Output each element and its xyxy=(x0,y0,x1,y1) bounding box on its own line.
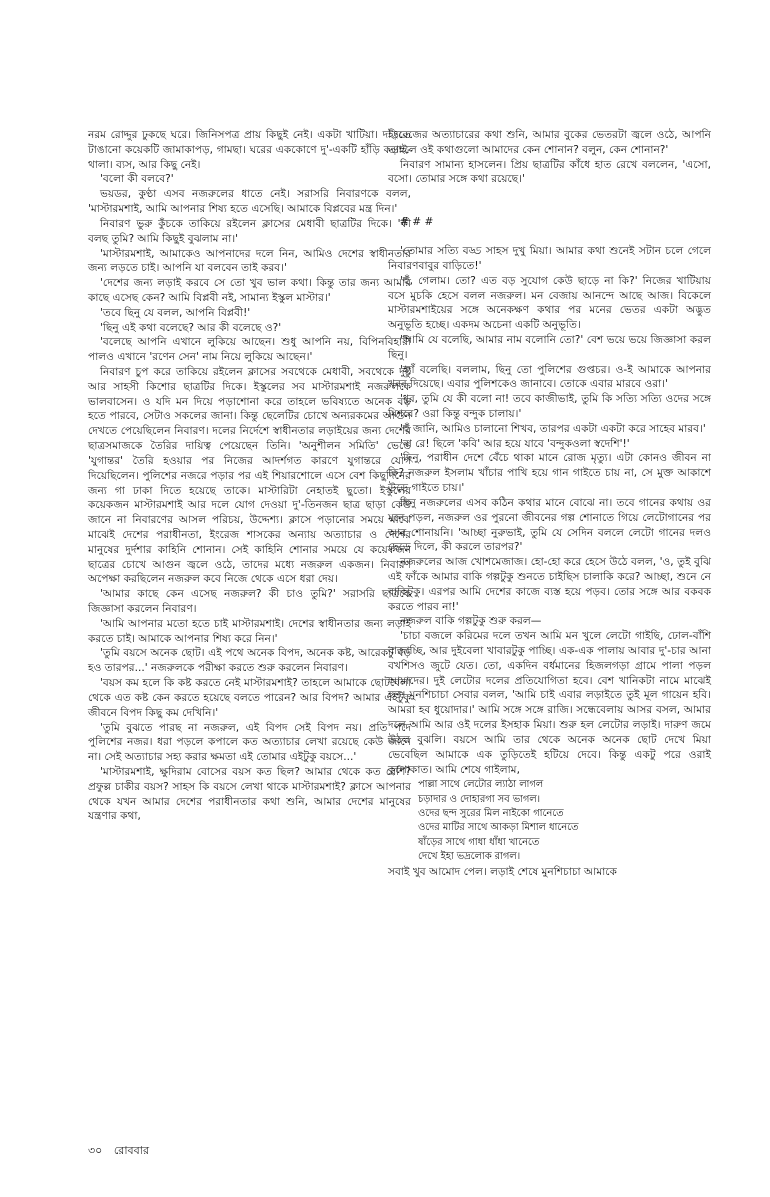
paragraph: 'দেশের জন্য লড়াই করবে সে তো খুব ভাল কথা। কিন্তু তার জন্য আমার কাছে এসেছ কেন? আমি বিপ্লবী নই, সামান্য ইস্কুল মাস্টার।' xyxy=(88,277,411,304)
poem-line: দেখে ইহা ভদ্রলোক রাগল। xyxy=(418,850,521,862)
paragraph: 'ধুর, তুমি যে কী বলো না! তবে কাজীভাই, তুমি কি সত্যি সত্যি ওদের সঙ্গে মিশবে? ওরা কিন্তু বন্দুক চালায়।' xyxy=(388,393,711,420)
paragraph: 'বা রে! ছিলে 'কবি' আর হয়ে যাবে 'বন্দুকওলা স্বদেশি'!' xyxy=(400,437,630,450)
paragraph: 'হুঁ, গেলাম। তো? এত বড় সুযোগ কেউ ছাড়ে না কি?' নিজের খাটিয়ায় বসে মুচকি হেসে বলল নজরুল। মন বেজায় আনন্দে আছে আজ। বিকেলে মাস্টারমশাইয়ের সঙ্গে অনেকক্ষণ কথার পর মনের ভেতর একটা অদ্ভুত অনুভূতি হচ্ছে। একদম অচেনা একটি অনুভূতি। xyxy=(388,274,711,332)
poem-line: ওদের মাটির সাথে আকড়া মিশাল ধানেতে xyxy=(418,822,579,834)
page-number: ৩০ xyxy=(88,1144,103,1157)
right-column-after-separator xyxy=(388,244,711,777)
right-column xyxy=(388,128,711,880)
poem-line: চড়াদার ও দোহারগা সব ভাগল। xyxy=(418,793,541,805)
paragraph: নজরুল বাকি গল্পটুকু শুরু করল— xyxy=(400,615,542,628)
paragraph: নজরুলের আজ খোশমেজাজ। হো-হো করে হেসে উঠে বলল, 'ও, তুই বুঝি এই ফাঁকে আমার বাকি গল্পটুকু শুনতে চাইছিস চালাকি করে? আচ্ছা, শুনে নে বাকিটুকু। এরপর আমি দেশের কাজে ব্যস্ত হয়ে পড়ব। তোর সঙ্গে আর বকবক করতে পারব না!' xyxy=(388,556,711,613)
poem-block xyxy=(418,778,711,864)
paragraph: 'ছিনু এই কথা বলেছে? আর কী বলেছে ও?' xyxy=(100,321,282,334)
page-footer xyxy=(88,1142,157,1161)
paragraph: 'বলো কী বলবে?' xyxy=(100,173,174,186)
section-separator: # # # xyxy=(400,216,434,229)
paragraph: নরম রোদ্দুর ঢুকছে ঘরে। জিনিসপত্র প্রায় কিছুই নেই। একটা খাটিয়া। দড়িতে টাঙানো কয়েকটি জামাকাপড়, গামছা। ঘরের এককোণে দু'-একটি হাঁড়ি কড়াই-থালা। ব্যস, আর কিছু নেই। xyxy=(88,129,411,171)
paragraph: 'চাচা বজলে করিমের দলে তখন আমি মন খুলে লেটো গাইছি, ঢোল-বাঁশি বাজাচ্ছি, আর দুইবেলা খাবারটুকু পাচ্ছি। এক-এক পালায় আবার দু'-চার আনা বখশিসও জুটে যেত। তো, একদিন বর্ধমানের হিজলগড়া গ্রামে পালা পড়ল আমাদের। দুই লেটোর দলের প্রতিযোগিতা হবে। বেশ খানিকটা নামে মাঝেই হত। মুনশিচাচা সেবার বলল, 'আমি চাই এবার লড়াইতে তুই মূল গায়েন হবি। আমরা হব ধুয়োদার।' আমি সঙ্গে সঙ্গে রাজি। সন্ধেবেলায় আসর বসল, আমার দলে আমি আর ওই দলের ইসহাক মিয়া। শুরু হল লেটোর লড়াই। দারুণ জমে উঠল বুঝলি। বয়সে আমি তার থেকে অনেক অনেক ছোট দেখে মিয়া ভেবেছিল আমাকে এক তুড়িতেই হটিয়ে দেবে। কিন্তু একটু পরে ওরাই কুপোকাত। আমি শেষে গাইলাম, xyxy=(388,630,711,776)
paragraph: 'হ্যাঁ বলেছি। বললাম, ছিনু তো পুলিশের গুপ্তচর। ও-ই আমাকে আপনার খবর দিয়েছে। এবার পুলিশকেও জানাবে। তোকে এবার মারবে ওরা।' xyxy=(388,363,711,391)
paragraph: নিবারণ সামান্য হাসলেন। প্রিয় ছাত্রটির কাঁধে হাত রেখে বললেন, 'এসো, বসো। তোমার সঙ্গে কথা রয়েছে।' xyxy=(388,158,711,186)
paragraph: 'মাস্টারমশাই, ক্ষুদিরাম বোসের বয়স কত ছিল? আমার থেকে কত বেশি? প্রফুল্ল চাকীর বয়স? সাহস কি বয়সে লেখা থাকে মাস্টারমশাই? ক্লাসে আপনার থেকে যখন আমার দেশের পরাধীনতার কথা শুনি, আমার দেশের মানুষের যন্ত্রণার কথা, xyxy=(88,765,411,823)
paragraph: 'হুঁ জানি, আমিও চালানো শিখব, তারপর একটা একটা করে সাহেব মারব।' xyxy=(400,422,706,435)
paragraph: 'আমি যে বলেছি, আমার নাম বলোনি তো?' বেশ ভয়ে ভয়ে জিজ্ঞাসা করল ছিনু। xyxy=(388,333,711,361)
paragraph: 'তুমি বুঝতে পারছ না নজরুল, এই বিপদ সেই বিপদ নয়। প্রতি পদে পুলিশের নজর। ধরা পড়লে কপালে কত অত্যাচার লেখা রয়েছে কেউ জানে না। সেই অত্যাচার সহ্য করার ক্ষমতা এই তোমার এইটুকু বয়সে...' xyxy=(88,721,411,764)
paragraph: নিবারণ চুপ করে তাকিয়ে রইলেন ক্লাসের সবথেকে মেধাবী, সবথেকে দুষ্টু আর সাহসী কিশোর ছাত্রটির দিকে। ইস্কুলের সব মাস্টারমশাই নজরুলকে ভালবাসেন। ও যদি মন দিয়ে পড়াশোনা করে তাহলে ভবিষ্যতে অনেক বড় হতে পারবে, সেটাও সকলের জানা। কিন্তু ছেলেটির চোখে অন্যরকমের আগুন দেখতে পেয়েছিলেন নিবারণ। দলের নির্দেশে স্বাধীনতার লড়াইয়ের জন্য দেশের ছাত্রসমাজকে তৈরির দায়িত্ব পেয়েছেন তিনি। 'অনুশীলন সমিতি' ভেঙে 'যুগান্তর' তৈরি হওয়ার পর নিজের আদর্শগত কারণে যুগান্তরে যোগ দিয়েছিলেন। পুলিশের নজরে পড়ার পর এই শিয়ারশোলে এসে বেশ কিছুদিনের জন্য গা ঢাকা দিতে হয়েছে তাকে। মাস্টারিটা নেহাতই ছুতো। ইস্কুলের কয়েকজন মাস্টারমশাই আর দলে যোগ দেওয়া দু'-তিনজন ছাত্র ছাড়া কেউ জানে না নিবারণের আসল পরিচয়, উদ্দেশ্য। ক্লাসে পড়ানোর সময়ে মাঝে মাঝেই দেশের পরাধীনতা, ইংরেজ শাসকের অন্যায় অত্যাচার ও দেশের মানুষের দুর্দশার কাহিনি শোনান। সেই কাহিনি শোনার সময়ে যে কয়েকজন ছাত্রের চোখে আগুন জ্বলে ওঠে, তাদের মধ্যে নজরুল একজন। নিবারণ অপেক্ষা করছিলেন নজরুল কবে নিজে থেকে এসে ধরা দেয়। xyxy=(88,366,411,586)
paragraph: ভয়ডর, কুণ্ঠা এসব নজরুলের ধাতে নেই। সরাসরি নিবারণকে বলল, 'মাস্টারমশাই, আমি আপনার শিষ্য হতে এসেছি। আমাকে বিপ্লবের মন্ত্র দিন।' xyxy=(88,188,411,216)
poem-line: পাল্লা সাথে লেটোর ল্যাঠা লাগল xyxy=(418,779,544,791)
paragraph: 'তোমার সত্যি বড্ড সাহস দুখু মিয়া। আমার কথা শুনেই সটান চলে গেলে নিবারণবাবুর বাড়িতে!' xyxy=(388,245,711,272)
paragraph: 'বয়স কম হলে কি কষ্ট করতে নেই মাস্টারমশাই? তাহলে আমাকে ছোটবেলা থেকে এত কষ্ট কেন করতে হয়েছে বলতে পারেন? আর বিপদ? আমার এইটুকু জীবনে বিপদ কিছু কম দেখিনি।' xyxy=(88,677,411,719)
paragraph: ইংরেজের অত্যাচারের কথা শুনি, আমার বুকের ভেতরটা জ্বলে ওঠে, আপনি তাহলে ওই কথাগুলো আমাদের কেন শোনান? বলুন, কেন শোনান?' xyxy=(388,129,711,156)
paragraph: ছিনু নজরুলের এসব কঠিন কথার মানে বোঝে না। তবে গানের কথায় ওর মনে পড়ল, নজরুল ওর পুরনো জীবনের গল্প শোনাতে গিয়ে লেটোগানের পর আর শোনায়নি। 'আচ্ছা নুরুভাই, তুমি যে সেদিন বললে লেটো গানের দলও ছেড়ে দিলে, কী করলে তারপর?' xyxy=(388,496,711,554)
paragraph: 'ছিনু, পরাধীন দেশে বেঁচে থাকা মানে রোজ মৃত্যু। এটা কোনও জীবন না কি? নজরুল ইসলাম খাঁচার পাখি হয়ে গান গাইতে চায় না, সে মুক্ত আকাশে উড়ে গাইতে চায়।' xyxy=(388,452,711,495)
paragraph: 'আমি আপনার মতো হতে চাই মাস্টারমশাই। দেশের স্বাধীনতার জন্য লড়াই করতে চাই। আমাকে আপনার শিষ্য করে নিন।' xyxy=(88,617,411,645)
paragraph: 'আমার কাছে কেন এসেছ নজরুল? কী চাও তুমি?' সরাসরি ছাত্রকে জিজ্ঞাসা করলেন নিবারণ। xyxy=(88,588,411,615)
poem-line: ওদের ছন্দ সুরের মিল নাইকো গানেতে xyxy=(418,807,564,819)
poem-line: ষাঁড়ের সাথে গাধা ধাঁধা খানেতে xyxy=(418,836,540,848)
paragraph: 'তুমি বয়সে অনেক ছোট। এই পথে অনেক বিপদ, অনেক কষ্ট, আরেকটু বড় হও তারপর...' নজরুলকে পরীক্ষা করতে শুরু করলেন নিবারণ। xyxy=(88,647,411,675)
paragraph: 'বলেছে আপনি এখানে লুকিয়ে আছেন। শুধু আপনি নয়, বিপিনবিহারী পালও এখানে 'রণেন সেন' নাম নিয়ে লুকিয়ে আছেন।' xyxy=(88,336,411,364)
paragraph: সবাই খুব আমোদ পেল। লড়াই শেষে মুনশিচাচা আমাকে xyxy=(388,866,617,879)
paragraph: 'মাস্টারমশাই, আমাকেও আপনাদের দলে নিন, আমিও দেশের স্বাধীনতার জন্য লড়তে চাই। আপনি যা বলবেন তাই করব।' xyxy=(88,247,411,275)
paragraph: নিবারণ ভুরু কুঁচকে তাকিয়ে রইলেন ক্লাসের মেধাবী ছাত্রটির দিকে। 'কী বলছ তুমি? আমি কিছুই বুঝলাম না।' xyxy=(88,217,411,245)
left-column xyxy=(88,128,411,824)
magazine-name: রোববার xyxy=(113,1144,150,1157)
right-column-after-poem xyxy=(388,865,711,880)
right-column-before-separator xyxy=(388,128,711,187)
paragraph: 'তবে ছিনু যে বলল, আপনি বিপ্লবী!' xyxy=(100,306,251,319)
